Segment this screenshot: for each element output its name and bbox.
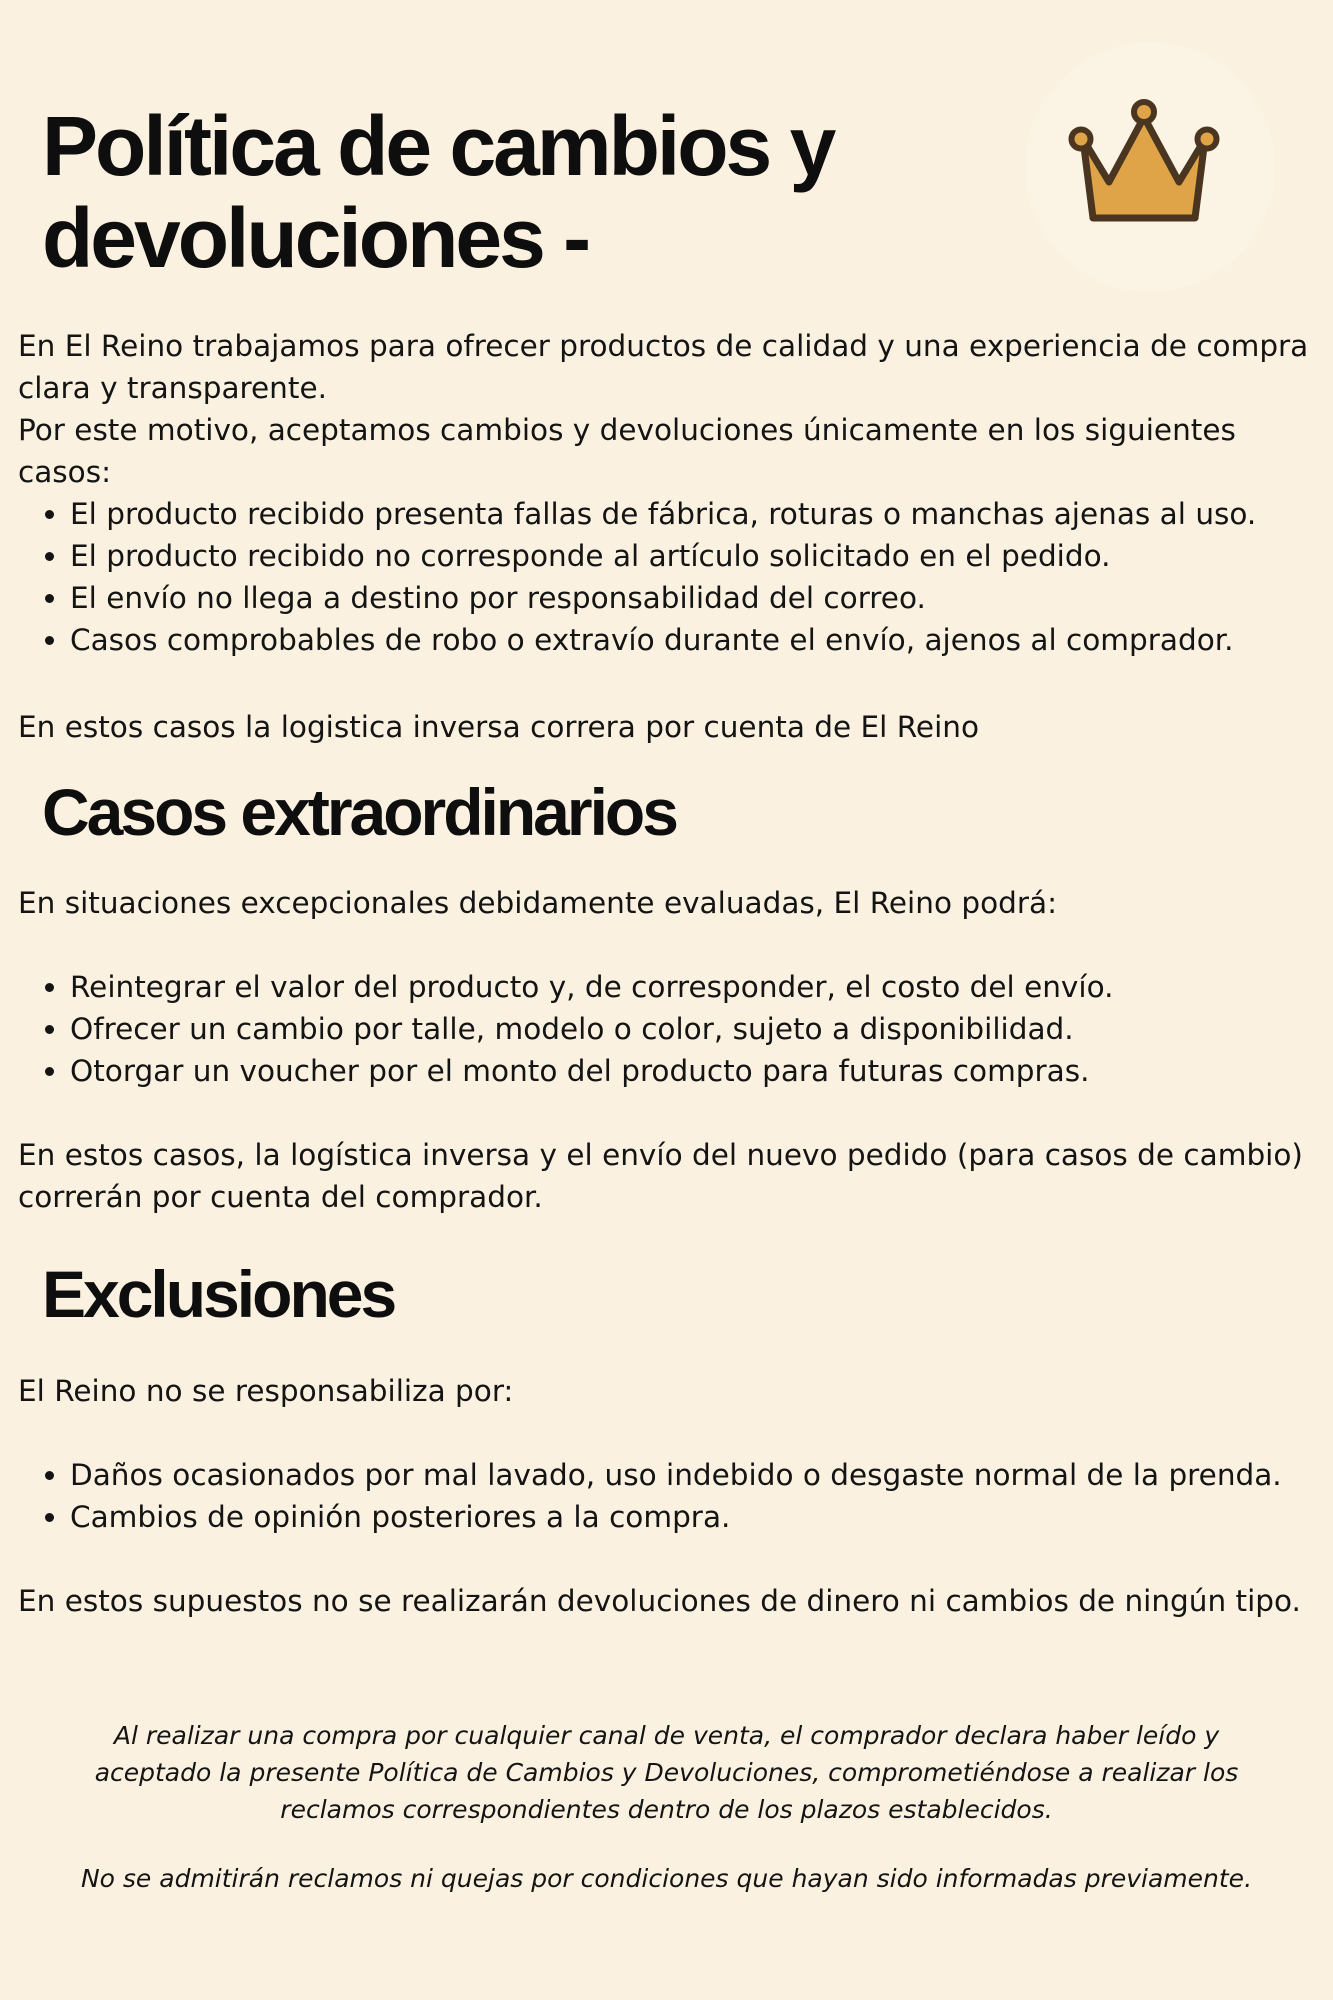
logo-badge xyxy=(1025,42,1275,292)
list-item: • Cambios de opinión posteriores a la compra. xyxy=(70,1496,1330,1538)
list-item: • Ofrecer un cambio por talle, modelo o color, sujeto a disponibilidad. xyxy=(70,1008,1330,1050)
intro-text xyxy=(18,325,1318,493)
list-item: • Reintegrar el valor del producto y, de corresponder, el costo del envío. xyxy=(70,966,1330,1008)
extraordinary-heading: Casos extraordinarios xyxy=(42,775,676,849)
list-item: • Otorgar un voucher por el monto del producto para futuras compras. xyxy=(70,1050,1330,1092)
footer-disclaimer: Al realizar una compra por cualquier canal de venta, el comprador declara haber leído y aceptado la presente Política de Cambios y Devoluciones, comprometiéndose a realizar los reclamos correspondientes dentro de los plazos establecidos. xyxy=(94,1721,1239,1824)
list-item: • Casos comprobables de robo o extravío durante el envío, ajenos al comprador. xyxy=(70,619,1330,661)
exclusions-intro: El Reino no se responsabiliza por: xyxy=(18,1374,514,1408)
exclusions-list xyxy=(0,1454,1330,1538)
list-item: • El producto recibido presenta fallas de fábrica, roturas o manchas ajenas al uso. xyxy=(70,493,1330,535)
extraordinary-list xyxy=(0,966,1330,1092)
exclusions-note: En estos supuestos no se realizarán devoluciones de dinero ni cambios de ningún tipo. xyxy=(18,1584,1301,1618)
footer-note: No se admitirán reclamos ni quejas por condiciones que hayan sido informadas previamente. xyxy=(80,1864,1253,1893)
cases-note: En estos casos la logistica inversa correra por cuenta de El Reino xyxy=(18,710,980,744)
accepted-cases-list xyxy=(0,493,1330,661)
list-item: • Daños ocasionados por mal lavado, uso indebido o desgaste normal de la prenda. xyxy=(70,1454,1330,1496)
intro-line-2: Por este motivo, aceptamos cambios y devoluciones únicamente en los siguientes casos: xyxy=(18,413,1236,489)
list-item: • El envío no llega a destino por responsabilidad del correo. xyxy=(70,577,1330,619)
intro-line-1: En El Reino trabajamos para ofrecer productos de calidad y una experiencia de compra clara y transparente. xyxy=(18,329,1309,405)
list-item: • El producto recibido no corresponde al artículo solicitado en el pedido. xyxy=(70,535,1330,577)
page-title: Política de cambios y devoluciones - xyxy=(42,99,834,285)
crown-icon xyxy=(1025,42,1275,292)
extraordinary-note: En estos casos, la logística inversa y el envío del nuevo pedido (para casos de cambio) correrán por cuenta del comprador. xyxy=(18,1138,1303,1214)
exclusions-heading: Exclusiones xyxy=(42,1257,395,1331)
extraordinary-intro: En situaciones excepcionales debidamente evaluadas, El Reino podrá: xyxy=(18,886,1058,920)
